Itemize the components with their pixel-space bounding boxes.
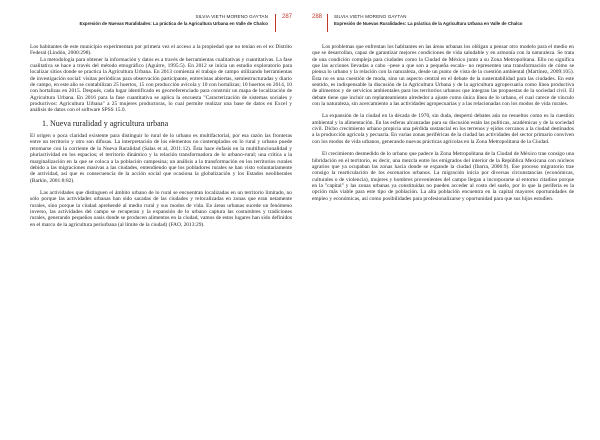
right-header-divider — [327, 14, 328, 32]
section-heading: 1. Nueva ruralidad y agricultura urbana — [42, 118, 169, 128]
left-paragraph-1: Los habitantes de este municipio experimentan por primera vez el acceso a la propiedad que no tenían en el ex Distrito Federal (Lindón, 2000:298). — [30, 44, 292, 57]
left-paragraph-3: El origen o poca claridad existente para distinguir lo rural de lo urbano es multifactorial, por esa razón las fronteras entre un territorio y otro son difusas. La interpretación de los elementos no contemplados en lo rural y urbano puede retomarse con la corriente de la Nueva Ruralidad (Salas et al, 2011:12). Ésta hace énfasis en la multifuncionalidad y pluriactividad en los espacios; el territorio dinámico y la relación transformadora de lo urbano-rural; una crítica a la marginalización en la que se coloca a la población campesina; un análisis a la transformación en los territorios rurales debido a las migraciones masivas a las ciudades, entendiendo que los pobladores rurales se han visto voluntariamente de actividad, así que es consecuencia de la acción social que ocasiona la globalización y los Estados neoliberales (Barkin, 2001:8:82). — [30, 133, 292, 184]
right-paragraph-2: La expansión de la ciudad en la década de 1970, sin duda, despertó debates aún no resueltos como es la cuestión ambiental y la alimentación. En las esferas alcanzadas para su discusión están las políticas, académicas y de la sociedad civil. Dicho crecimiento urbano propicia una pérdida sustancial en los terrenos y ejidos cercanos a la ciudad destinados a la producción agrícola y pecuaria. En varias zonas periféricas de la ciudad las actividades del sector primario conviven con los modos de vida urbanos, generando nuevas prácticas agrícolas en la Zona Metropolitana de la Ciudad. — [312, 113, 574, 145]
right-page-number: 288 — [312, 14, 323, 20]
left-header-divider — [275, 14, 276, 32]
right-paragraph-3: El crecimiento desmedido de lo urbano que padece la Zona Metropolitana de la Ciudad de México trae consigo una hibridación en el territorio, es decir, una mezcla entre los emigrados del interior de la República Mexicana con núcleos agrarios que ya ocupaban las zonas hacia donde se expande la ciudad (Ibarra, 2006:9). Ese proceso migratorio trae consigo la rearticulación de los escenarios urbanos. La migración inicia por diversas circunstancias (económicas, culturales o de violencia), mujeres y hombres provenientes del campo llegan a incorporarse al entorno citadino porque en la "capital" y las zonas urbanas ya constituidas no pueden acceder al costo del suelo, por lo que la periferia es la opción más viable para este tipo de población. La alta población encuentra en la capital mayores oportunidades de empleo y económicas, así como posibilidades para profesionalizarse y oportunidad para que sus hijos estudien. — [312, 151, 574, 202]
right-page — [312, 0, 574, 440]
left-paragraph-4: Las actividades que distinguen el ámbito urbano de lo rural se encuentran localizadas en un territorio limitado, no sólo porque las actividades urbanas han sido sacadas de las ciudades y relocalizadas en zonas que eran netamente rurales, sino porque la ciudad aprehendé al medio rural y sus modos de vida. En áreas urbanas sucede un fenómeno inverso, las actividades del campo se recuperan y la expansión de lo urbano captura las costumbres y tradiciones rurales, generando pequeños oasis donde se producen alimentos en la ciudad, vamos de estos lugares han sido definidos en el marco de la agricultura periurbana (al límite de la ciudad) (FAO, 2013:29). — [30, 189, 292, 228]
right-header-chapter: Expresión de Nuevas Ruralidades: La práctica de la Agricultura Urbana en Valle de Chalco — [334, 21, 523, 26]
left-page — [30, 0, 292, 440]
right-paragraph-1: Los problemas que enfrentan los habitantes en las áreas urbanas los obligan a pensar otro modelo para el medio en que se desarrollan, capaz de garantizar mejores condiciones de vida saludable y en armonía con la naturaleza. Se trata de una condición compleja para ciudades como la Ciudad de México junto a su Zona Metropolitana. Ello no significa que las acciones llevadas a cabo –pese a que son a pequeña escala– no representen una transformación de cómo se piensa lo urbano y la relación con la naturaleza, desde un punto de vista de la cuestión ambiental (Martínez, 2009:105). Ésta no es una cuestión de moda, sino un aspecto central en el debate de la sustentabilidad para las ciudades. En este sentido, es indispensable la discusión de la Agricultura Urbana y de la agricultura agropecuaria como línea productiva de alimentos y de servicios ambientales para los territorios urbanos que integran las propuestas de la sociedad civil. El debate tiene que incluir un replanteamiento alrededor a ajuste como única línea de lo urbano, el cual carece de vínculo con la naturaleza, sin acercamiento a las actividades agropecuarias y a las relacionadas con los modos de vida rurales. — [312, 44, 574, 108]
left-body-text — [30, 44, 292, 228]
left-paragraph-2: La metodología para obtener la información y datos es a través de herramientas cualitativas y cuantitativas. La fase cualitativa se hace a través del método etnográfico (Aguirre, 1995:5). En 2012 se inicia un estudio exploratorio para localizar sitios donde se practica la Agricultura Urbana. En 2013 comienza el trabajo de campo utilizando herramientas de investigación social: visitas periódicas para observación participante, entrevistas abiertas, semiestructuradas y diario de campo, en este año se contabilizan 25 huertos, 15 con producción avícola y 10 con hortalizas; 10 huertos en 2014, 10 con hortalizas en 2015. Después, cada lugar identificado es georreferenciado para construir un mapa de localización de Agricultura Urbana. En 2016 para la fase cuantitativa se aplica la encuesta "Caracterización de sistemas sociales y productivos: Agricultura Urbana" a 25 mujeres productoras, lo cual permite realizar una base de datos en Excel y análisis de datos con el software SPSS 15.0. — [30, 56, 292, 114]
right-body-text — [312, 44, 574, 202]
right-header-authors: SILVIA VIETH MORENO GAYTAN — [334, 14, 407, 19]
left-header-chapter: Expresión de Nuevas Ruralidades: La práctica de la Agricultura Urbana en Valle de Chalco — [79, 21, 268, 26]
left-header-authors: SILVIA VIETH MORENO GAYTAN — [195, 14, 268, 19]
right-running-header — [312, 14, 574, 36]
left-page-number: 287 — [281, 14, 292, 20]
left-running-header — [30, 14, 292, 36]
